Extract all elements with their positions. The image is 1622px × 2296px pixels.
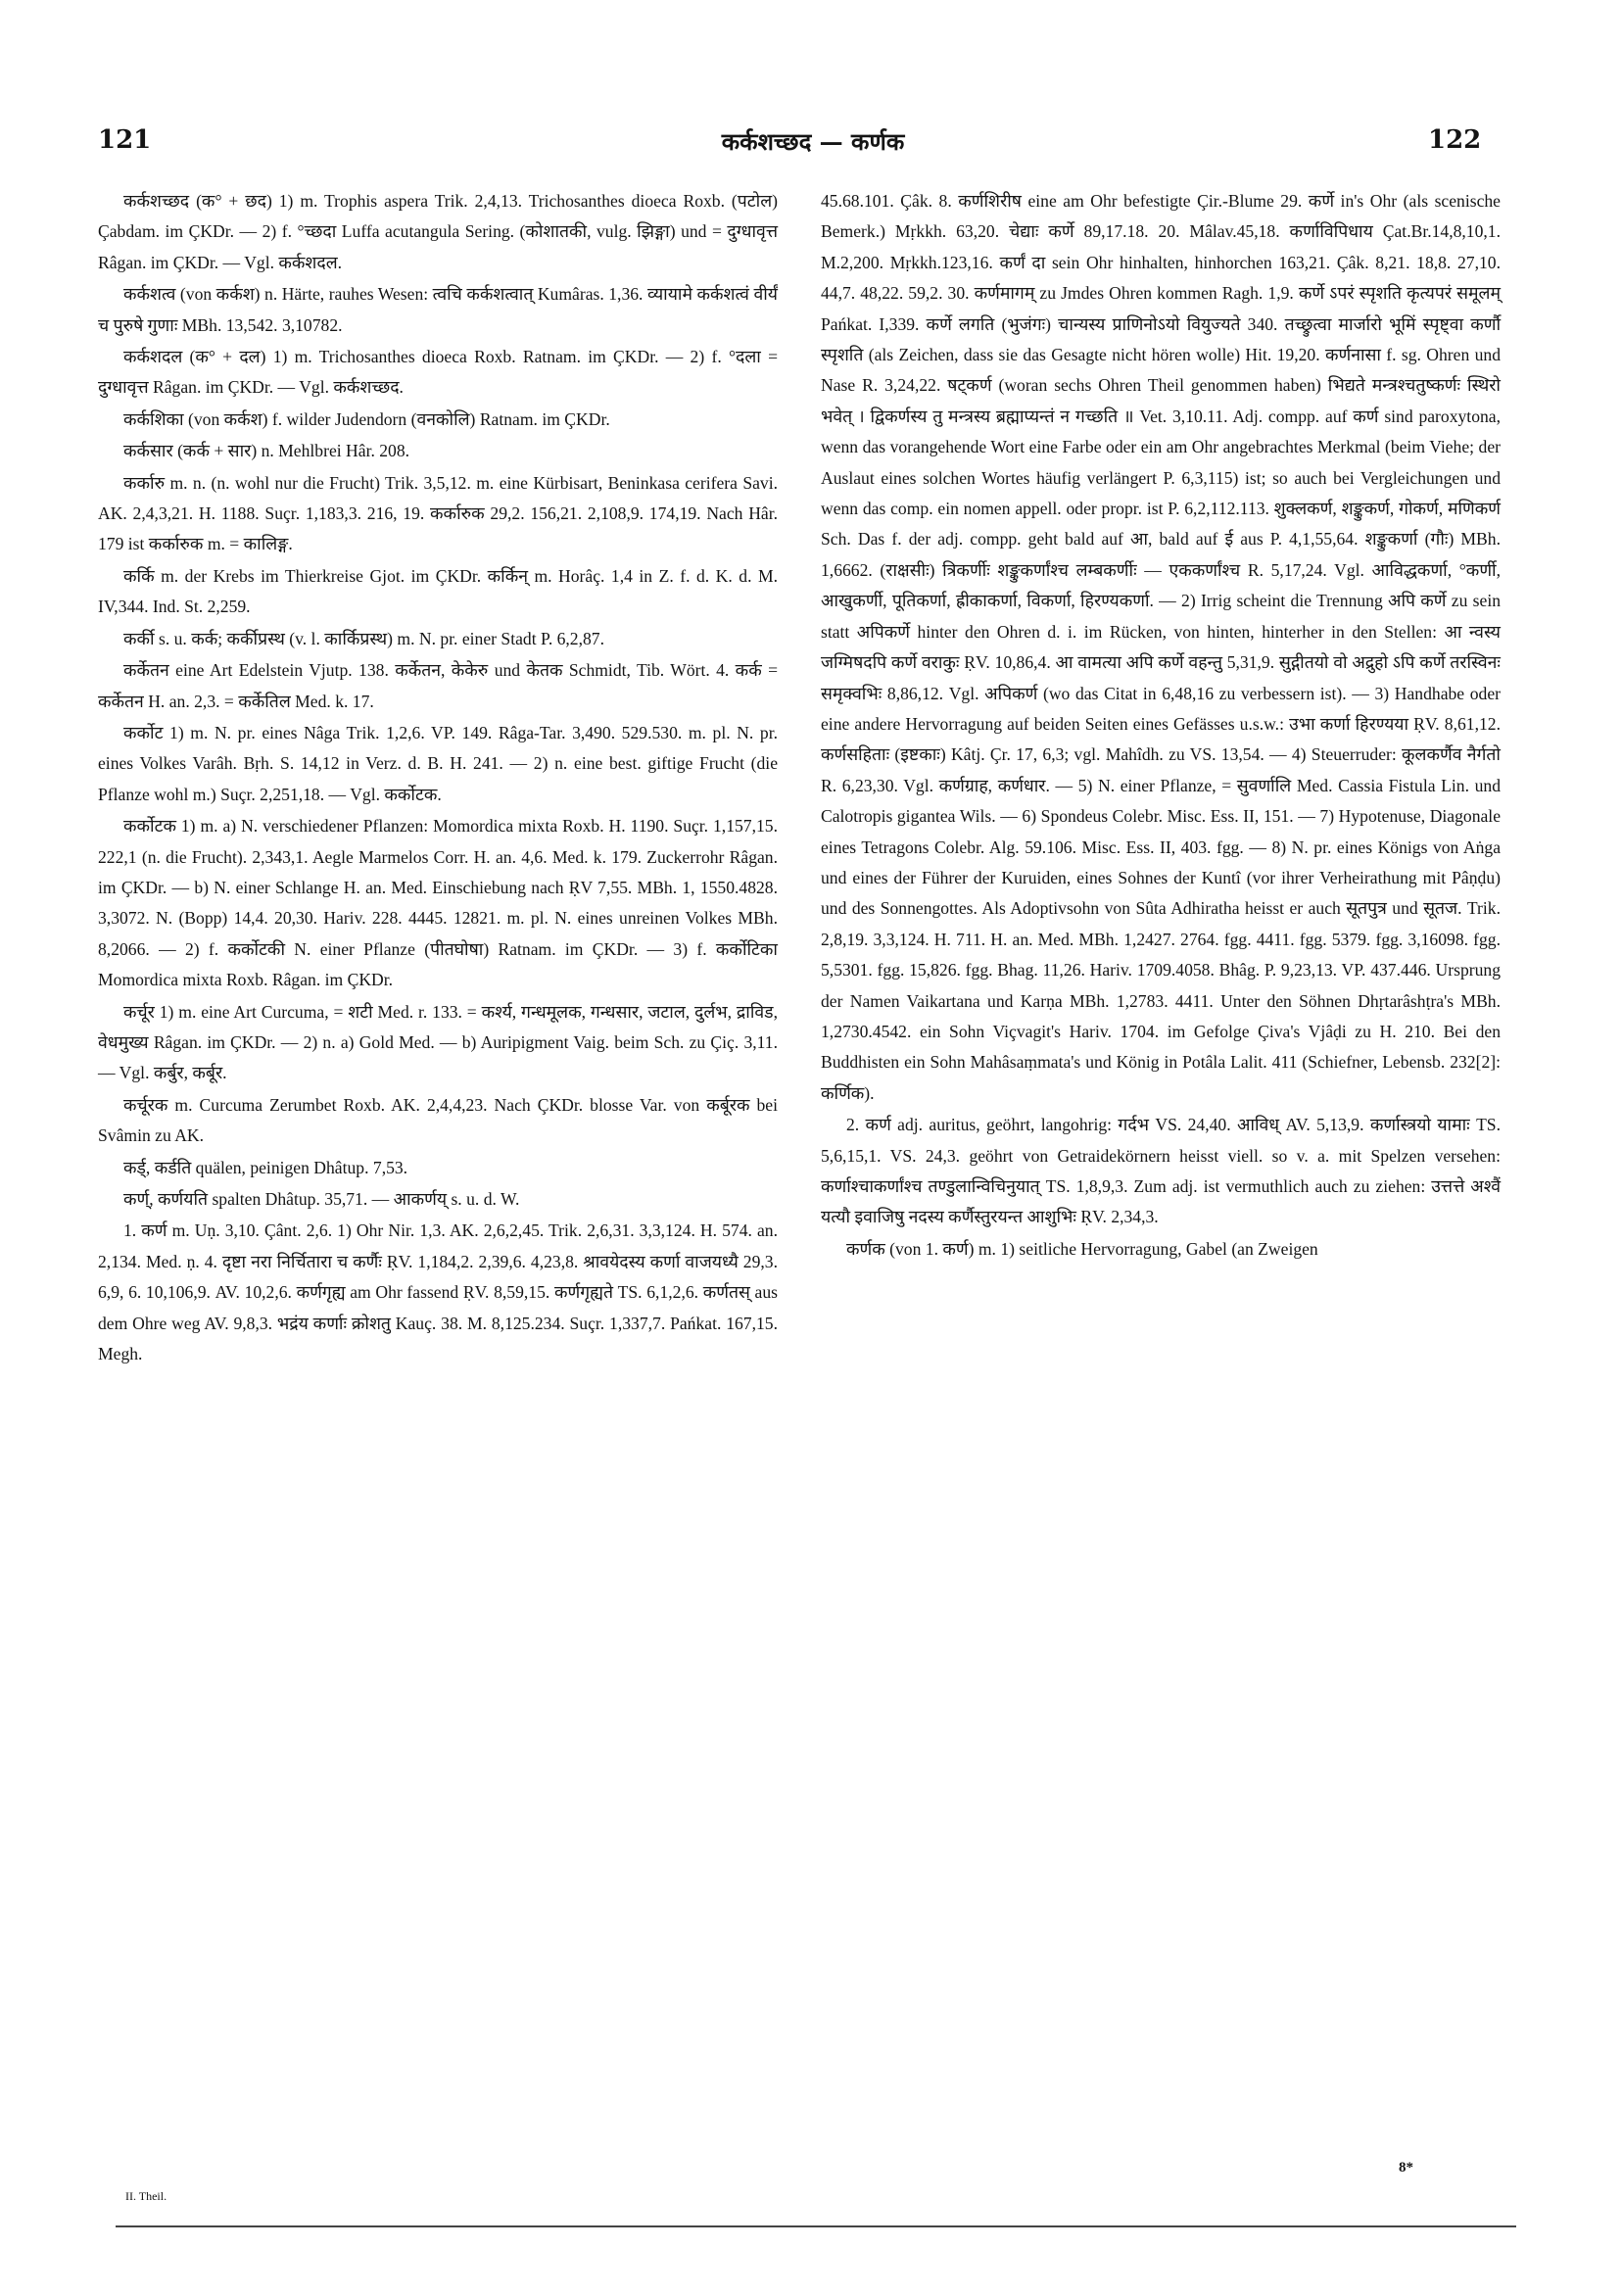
running-head: कर्कशच्छद — कर्णक xyxy=(721,127,905,156)
entry-karkashadala: कर्कशदल (क° + दल) 1) m. Trichosanthes dioeca Roxb. Ratnam. im ÇKDr. — 2) f. °दला = दुग्धावृत्त Râgan. im ÇKDr. — Vgl. कर्कशच्छद. xyxy=(98,347,778,398)
entry-karna-1: 1. कर्ण m. Uṇ. 3,10. Çânt. 2,6. 1) Ohr Nir. 1,3. AK. 2,6,2,45. Trik. 2,6,31. 3,3,124. H. 574. an. 2,134. Med. ṇ. 4. दृष्टा नरा निर्चितारा च कर्णैः ṚV. 1,184,2. 2,39,6. 4,23,8. श्रावयेदस्य कर्णा वाजयध्यै 29,3. 6,9, 6. 10,106,9. AV. 10,2,6. कर्णगृह्य am Ohr fassend ṚV. 8,59,15. कर्णगृह्यते TS. 6,1,2,6. कर्णतस् aus dem Ohre weg AV. 9,8,3. भद्रंय कर्णाः क्रोशतु Kauç. 38. M. 8,125.234. Suçr. 1,337,7. Pańkat. 167,15. Megh. xyxy=(98,1220,778,1364)
entry-kard: कर्ड्, कर्डति quälen, peinigen Dhâtup. 7,53. xyxy=(123,1157,408,1177)
entry-karcuraka: कर्चूरक m. Curcuma Zerumbet Roxb. AK. 2,4,4,23. Nach ÇKDr. blosse Var. von कर्बूरक bei Svâmin zu AK. xyxy=(98,1094,778,1146)
entry-karkashika: कर्कशिका (von कर्कश) f. wilder Judendorn (वनकोलि) Ratnam. im ÇKDr. xyxy=(123,408,610,429)
entry-karki-prastha: कर्की s. u. कर्क; कर्कीप्रस्थ (v. l. कार्किप्रस्थ) m. N. pr. einer Stadt P. 6,2,87. xyxy=(123,628,604,648)
entry-karna-1-continued: 45.68.101. Çâk. 8. कर्णशिरीष eine am Ohr befestigte Çir.-Blume 29. कर्णे in's Ohr (als scenische Bemerk.) Mṛkkh. 63,20. चेद्याः कर्णे 89,17.18. 20. Mâlav.45,18. कर्णाविपिधाय Çat.Br.14,8,10,1. M.2,200. Mṛkkh.123,16. कर्णं दा sein Ohr hinhalten, hinhorchen 163,21. Çâk. 8,21. 18,8. 27,10. 44,7. 48,22. 59,2. 30. कर्णमागम् zu Jmdes Ohren kommen Ragh. 1,9. कर्णे ऽपरं स्पृशति कृत्यपरं समूलम् Pańkat. I,339. कर्णे लगति (भुजंगः) चान्यस्य प्राणिनोऽयो वियुज्यते 340. तच्छ्रुत्वा मार्जारो भूमिं स्पृष्ट्वा कर्णौ स्पृशति (als Zeichen, dass sie das Gesagte nicht hören wolle) Hit. 19,20. कर्णनासा f. sg. Ohren und Nase R. 3,24,22. षट्कर्ण (woran sechs Ohren Theil genommen haben) भिद्यते मन्त्रश्चतुष्कर्णः स्थिरो भवेत् । द्विकर्णस्य तु मन्त्रस्य ब्रह्माप्यन्तं न गच्छति ॥ Vet. 3,10.11. Adj. compp. auf कर्ण sind paroxytona, wenn das vorangehende Wort eine Farbe oder ein am Ohr angebrachtes Merkmal (beim Viehe; der Auslaut eines solchen Wortes häufig verlängert P. 6,3,115) ist; so auch bei Vergleichungen und wenn das comp. ein nomen appell. oder propr. ist P. 6,2,112.113. शुक्लकर्ण, शङ्कुकर्ण, गोकर्ण, मणिकर्ण Sch. Das f. der adj. compp. geht bald auf आ, bald auf ई aus P. 4,1,55,64. शङ्कुकर्णा (गौः) MBh. 1,6662. (राक्षसीः) त्रिकर्णीः शङ्कुकर्णांश्च लम्बकर्णीः — एककर्णांश्च R. 5,17,24. Vgl. आविद्धकर्णा, °कर्णी, आखुकर्णी, पूतिकर्णा, ह्रीकाकर्णा, विकर्णा, हिरण्यकर्णा. — 2) Irrig scheint die Trennung अपि कर्णे zu sein statt अपिकर्णे hinter den Ohren d. i. im Rücken, von hinten, hinterher in den Stellen: आ न्वस्य जग्मिषदपि कर्णे वराकुः ṚV. 10,86,4. आ वामत्या अपि कर्णे वहन्तु 5,31,9. सुद्गीतयो वो अद्रुहो ऽपि कर्णे तरस्विनः समृक्वभिः 8,86,12. Vgl. अपिकर्ण (wo das Citat in 6,48,16 zu verbessern ist). — 3) Handhabe oder eine andere Hervorragung auf beiden Seiten eines Gefässes u.s.w.: उभा कर्णा हिरण्यया ṚV. 8,61,12. कर्णसहिताः (इष्टकाः) Kâtj. Çr. 17, 6,3; vgl. Mahîdh. zu VS. 13,54. — 4) Steuerruder: कूलकर्णैव नैर्गतो R. 6,23,30. Vgl. कर्णग्राह, कर्णधार. — 5) N. einer Pflanze, = सुवर्णालि Med. Cassia Fistula Lin. und Calotropis gigantea Wils. — 6) Spondeus Colebr. Misc. Ess. II, 151. — 7) Hypotenuse, Diagonale eines Tetragons Colebr. Alg. 59.106. Misc. Ess. II, 403. fgg. — 8) N. pr. eines Königs von Aṅga und eines der Führer der Kuruiden, eines Sohnes der Kuntî (vor ihrer Verheirathung mit Pâṇḍu) und des Sonnengottes. Als Adoptivsohn von Sûta Adhiratha heisst er auch सूतपुत्र und सूतज. Trik. 2,8,19. 3,3,124. H. 711. H. an. Med. MBh. 1,2427. 2764. fgg. 4411. fgg. 5379. fgg. 3,16098. fgg. 5,5301. fgg. 15,826. fgg. Bhag. 11,26. Hariv. 1709.4058. Bhâg. P. 9,23,13. VP. 437.446. Ursprung der Namen Vaikartana und Karṇa MBh. 1,2783. 4411. Unter den Söhnen Dhṛtarâshṭra's MBh. 1,2730.4542. ein Sohn Viçvagit's Hariv. 1704. im Gefolge Çiva's Vjâḍi zu H. 210. Bei den Buddhisten ein Sohn Mahâsaṃmata's und König in Potâla Lalit. 411 (Schiefner, Lebensb. 232[2]: कर्णिक). xyxy=(821,191,1501,1103)
entry-karcura: कर्चूर 1) m. eine Art Curcuma, = शटी Med. r. 133. = कर्श्य, गन्धमूलक, गन्धसार, जटाल, दुर्लभ, द्राविड, वेधमुख्य Râgan. im ÇKDr. — 2) n. a) Gold Med. — b) Auripigment Vaig. beim Sch. zu Çiç. 3,11. — Vgl. कर्बुर, कर्बूर. xyxy=(98,1001,778,1083)
entry-karkaru: कर्कारु m. n. (n. wohl nur die Frucht) Trik. 3,5,12. m. eine Kürbisart, Beninkasa cerifera Savi. AK. 2,4,3,21. H. 1188. Suçr. 1,183,3. 216, 19. कर्कारुक 29,2. 156,21. 2,108,9. 174,19. Nach Hâr. 179 ist कर्कारुक m. = कालिङ्ग. xyxy=(98,472,778,554)
page-number-left: 121 xyxy=(98,125,152,155)
signature-mark: 8* xyxy=(1399,2160,1413,2176)
page-number-right: 122 xyxy=(1428,125,1482,155)
entry-karkotaka: कर्कोटक 1) m. a) N. verschiedener Pflanzen: Momordica mixta Roxb. H. 1190. Suçr. 1,157,15. 222,1 (n. die Frucht). 2,343,1. Aegle Marmelos Corr. H. an. 4,6. Med. k. 179. Zuckerrohr Râgan. im ÇKDr. — b) N. einer Schlange H. an. Med. Einschiebung nach ṚV 7,55. MBh. 1, 1550.4828. 3,3072. N. (Bopp) 14,4. 20,30. Hariv. 228. 4445. 12821. m. pl. N. eines unreinen Volkes MBh. 8,2066. — 2) f. कर्कोटकी N. einer Pflanze (पीतघोषा) Ratnam. im ÇKDr. — 3) f. कर्कोटिका Momordica mixta Roxb. Râgan. im ÇKDr. xyxy=(98,816,778,990)
entry-karkasara: कर्कसार (कर्क + सार) n. Mehlbrei Hâr. 208. xyxy=(123,441,410,461)
entry-karna-2: 2. कर्ण adj. auritus, geöhrt, langohrig: गर्दभ VS. 24,40. आविध् AV. 5,13,9. कर्णास्त्रयो यामाः TS. 5,6,15,1. VS. 24,3. geöhrt von Getraidekörnern heisst viell. so v. a. mit Spelzen versehen: कर्णाश्चाकर्णांश्च तण्डुलान्विचिनुयात् TS. 1,8,9,3. Zum adj. ist vermuthlich auch zu ziehen: उत्तत्ते अश्वैं यत्यौ इवाजिषु नदस्य कर्णैस्तुरयन्त आशुभिः ṚV. 2,34,3. xyxy=(821,1115,1501,1227)
bottom-rule xyxy=(116,2225,1516,2227)
entry-karketana: कर्केतन eine Art Edelstein Vjutp. 138. कर्केतन, केकेरु und केतक Schmidt, Tib. Wört. 4. कर्क = कर्केतन H. an. 2,3. = कर्केतिल Med. k. 17. xyxy=(98,660,778,711)
entry-karkota: कर्कोट 1) m. N. pr. eines Nâga Trik. 1,2,6. VP. 149. Râga-Tar. 3,490. 529.530. m. pl. N. pr. eines Volkes Varâh. Bṛh. S. 14,12 in Verz. d. B. H. 241. — 2) n. eine best. giftige Frucht (die Pflanze wohl m.) Suçr. 2,251,18. — Vgl. कर्कोटक. xyxy=(98,722,778,804)
volume-note: II. Theil. xyxy=(125,2189,167,2203)
entry-karkashacchada: कर्कशच्छद (क° + छद) 1) m. Trophis aspera Trik. 2,4,13. Trichosanthes dioeca Roxb. (पटोल) Çabdam. im ÇKDr. — 2) f. °च्छदा Luffa acutangula Sering. (कोशातकी, vulg. झिङ्गा) und = दुग्धावृत्त Râgan. im ÇKDr. — Vgl. कर्कशदल. xyxy=(98,191,778,272)
entry-karki: कर्कि m. der Krebs im Thierkreise Gjot. im ÇKDr. कर्किन् m. Horâç. 1,4 in Z. f. d. K. d. M. IV,344. Ind. St. 2,259. xyxy=(98,565,778,617)
entry-karn: कर्ण्, कर्णयति spalten Dhâtup. 35,71. — आकर्णय् s. u. d. W. xyxy=(123,1189,520,1209)
entry-karkashatva: कर्कशत्व (von कर्कश) n. Härte, rauhes Wesen: त्वचि कर्कशत्वात् Kumâras. 1,36. व्यायामे कर्कशत्वं वीर्यं च पुरुषे गुणाः MBh. 13,542. 3,10782. xyxy=(98,284,778,335)
right-column xyxy=(821,186,1501,1266)
entry-karnaka: कर्णक (von 1. कर्ण) m. 1) seitliche Hervorragung, Gabel (an Zweigen xyxy=(846,1238,1318,1259)
left-column xyxy=(98,186,778,1370)
